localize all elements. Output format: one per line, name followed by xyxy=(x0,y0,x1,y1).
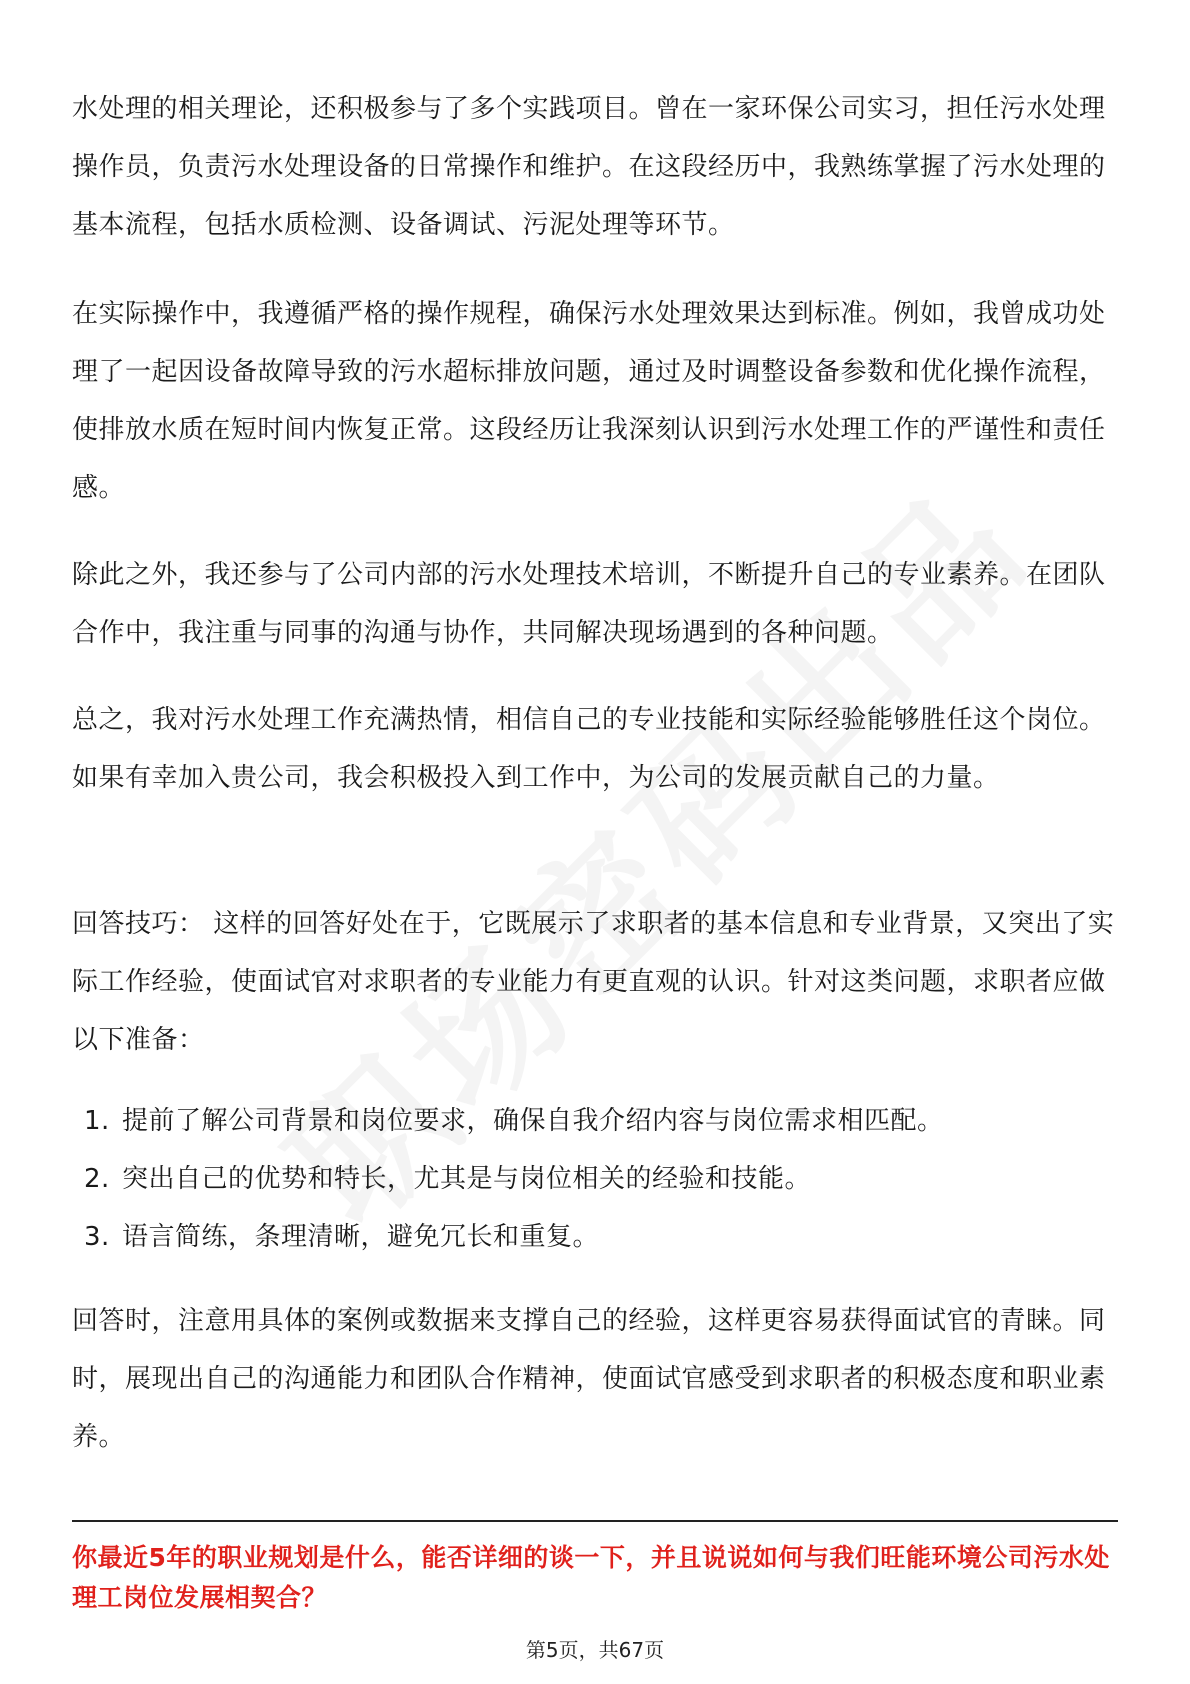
paragraph-training: 除此之外，我还参与了公司内部的污水处理技术培训，不断提升自己的专业素养。在团队合作中，我注重与同事的沟通与协作，共同解决现场遇到的各种问题。 xyxy=(72,560,1106,648)
cut-off-top-line xyxy=(72,0,1118,20)
list-text: 提前了解公司背景和岗位要求，确保自我介绍内容与岗位需求相匹配。 xyxy=(122,1106,944,1136)
list-item xyxy=(72,1208,944,1266)
section-divider xyxy=(72,1520,1118,1522)
list-text: 突出自己的优势和特长，尤其是与岗位相关的经验和技能。 xyxy=(122,1164,812,1194)
list-number: 1. xyxy=(84,1106,110,1136)
list-text: 语言简练，条理清晰，避免冗长和重复。 xyxy=(122,1222,600,1252)
preparation-list xyxy=(72,1092,944,1266)
list-item xyxy=(72,1092,944,1150)
paragraph-experience: 水处理的相关理论，还积极参与了多个实践项目。曾在一家环保公司实习，担任污水处理操作员，负责污水处理设备的日常操作和维护。在这段经历中，我熟练掌握了污水处理的基本流程，包括水质检测、设备调试、污泥处理等环节。 xyxy=(72,94,1106,240)
paragraph-answer-advice: 回答时，注意用具体的案例或数据来支撑自己的经验，这样更容易获得面试官的青睐。同时，展现出自己的沟通能力和团队合作精神，使面试官感受到求职者的积极态度和职业素养。 xyxy=(72,1306,1106,1452)
list-number: 3. xyxy=(84,1222,110,1252)
page-number-footer: 第5页，共67页 xyxy=(525,1638,665,1662)
next-question-heading: 你最近5年的职业规划是什么，能否详细的谈一下，并且说说如何与我们旺能环境公司污水处理工岗位发展相契合？ xyxy=(72,1543,1110,1612)
paragraph-tips: 回答技巧： 这样的回答好处在于，它既展示了求职者的基本信息和专业背景，又突出了实际工作经验，使面试官对求职者的专业能力有更直观的认识。针对这类问题，求职者应做以下准备： xyxy=(72,909,1115,1055)
paragraph-summary: 总之，我对污水处理工作充满热情，相信自己的专业技能和实际经验能够胜任这个岗位。如果有幸加入贵公司，我会积极投入到工作中，为公司的发展贡献自己的力量。 xyxy=(72,705,1106,793)
list-number: 2. xyxy=(84,1164,110,1194)
list-item xyxy=(72,1150,944,1208)
paragraph-operation: 在实际操作中，我遵循严格的操作规程，确保污水处理效果达到标准。例如，我曾成功处理了一起因设备故障导致的污水超标排放问题，通过及时调整设备参数和优化操作流程，使排放水质在短时间内恢复正常。这段经历让我深刻认识到污水处理工作的严谨性和责任感。 xyxy=(72,299,1106,503)
